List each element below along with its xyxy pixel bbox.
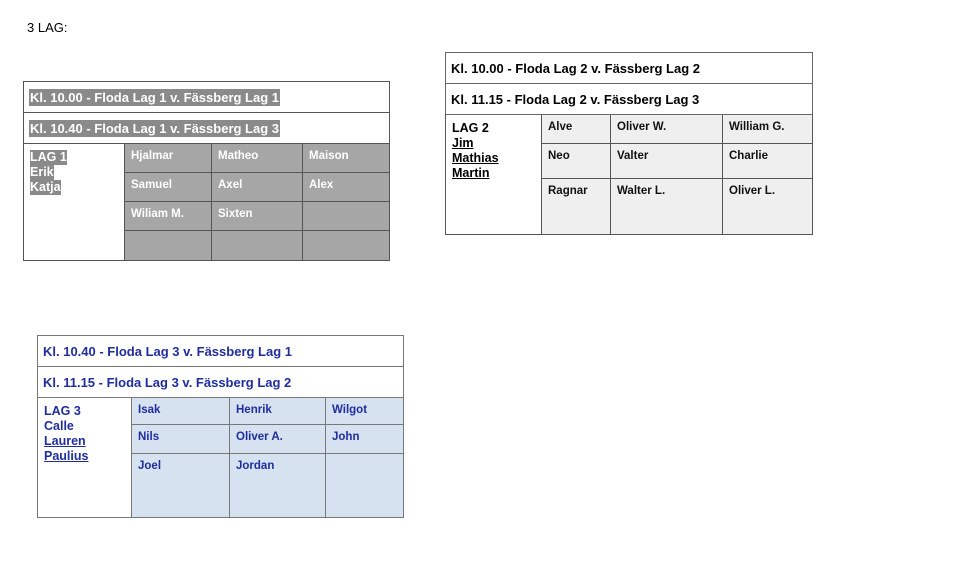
- roster-grid: [23, 143, 390, 261]
- leader-name: Calle: [44, 419, 74, 433]
- leader-name: Erik: [30, 165, 54, 179]
- match-row: Kl. 11.15 - Floda Lag 3 v. Fässberg Lag 2: [37, 366, 404, 397]
- player-cell: Oliver A.: [230, 425, 326, 454]
- player-cell: Isak: [132, 398, 230, 425]
- leader-name: Lauren: [44, 434, 86, 448]
- leader-name: Katja: [30, 180, 61, 194]
- lag2-schedule: [445, 52, 813, 235]
- player-cell: Wiliam M.: [125, 202, 212, 231]
- player-cell: Alex: [303, 173, 389, 202]
- player-cell: Hjalmar: [125, 144, 212, 173]
- player-cell: Sixten: [212, 202, 303, 231]
- leader-name: Paulius: [44, 449, 89, 463]
- match-row: [23, 112, 390, 143]
- player-cell: Jordan: [230, 454, 326, 517]
- player-cell: [303, 202, 389, 231]
- player-cell: Alve: [542, 115, 611, 144]
- player-cell: William G.: [723, 115, 812, 144]
- lag1-schedule: [23, 81, 390, 261]
- roster-grid: [37, 397, 404, 518]
- player-cell: Oliver W.: [611, 115, 723, 144]
- player-cell: Walter L.: [611, 179, 723, 234]
- player-cell: Samuel: [125, 173, 212, 202]
- player-cell: Matheo: [212, 144, 303, 173]
- team-label: LAG 1: [30, 150, 67, 164]
- team-label: LAG 3: [44, 404, 81, 418]
- player-cell: [303, 231, 389, 260]
- match-row: Kl. 10.00 - Floda Lag 2 v. Fässberg Lag 2: [445, 52, 813, 83]
- lag3-schedule: [37, 335, 404, 518]
- player-cell: [212, 231, 303, 260]
- player-cell: Ragnar: [542, 179, 611, 234]
- match-label: Kl. 10.40 - Floda Lag 1 v. Fässberg Lag 3: [30, 120, 280, 136]
- player-cell: John: [326, 425, 403, 454]
- player-cell: Valter: [611, 144, 723, 179]
- player-cell: [125, 231, 212, 260]
- match-row: Kl. 11.15 - Floda Lag 2 v. Fässberg Lag 3: [445, 83, 813, 114]
- team-cell: [24, 144, 125, 260]
- player-cell: [326, 454, 403, 517]
- player-cell: Oliver L.: [723, 179, 812, 234]
- page-heading: 3 LAG:: [27, 20, 68, 35]
- roster-grid: [445, 114, 813, 235]
- leader-name: Mathias: [452, 151, 499, 165]
- player-cell: Maison: [303, 144, 389, 173]
- leader-name: Jim: [452, 136, 474, 150]
- player-cell: Axel: [212, 173, 303, 202]
- leader-name: Martin: [452, 166, 490, 180]
- match-label: Kl. 10.00 - Floda Lag 1 v. Fässberg Lag 1: [30, 89, 280, 105]
- match-row: [23, 81, 390, 112]
- player-cell: Wilgot: [326, 398, 403, 425]
- player-cell: Nils: [132, 425, 230, 454]
- player-cell: Charlie: [723, 144, 812, 179]
- player-cell: Neo: [542, 144, 611, 179]
- team-label: LAG 2: [452, 121, 489, 135]
- player-cell: Henrik: [230, 398, 326, 425]
- player-cell: Joel: [132, 454, 230, 517]
- team-cell: [446, 115, 542, 234]
- match-row: Kl. 10.40 - Floda Lag 3 v. Fässberg Lag 1: [37, 335, 404, 366]
- team-cell: [38, 398, 132, 517]
